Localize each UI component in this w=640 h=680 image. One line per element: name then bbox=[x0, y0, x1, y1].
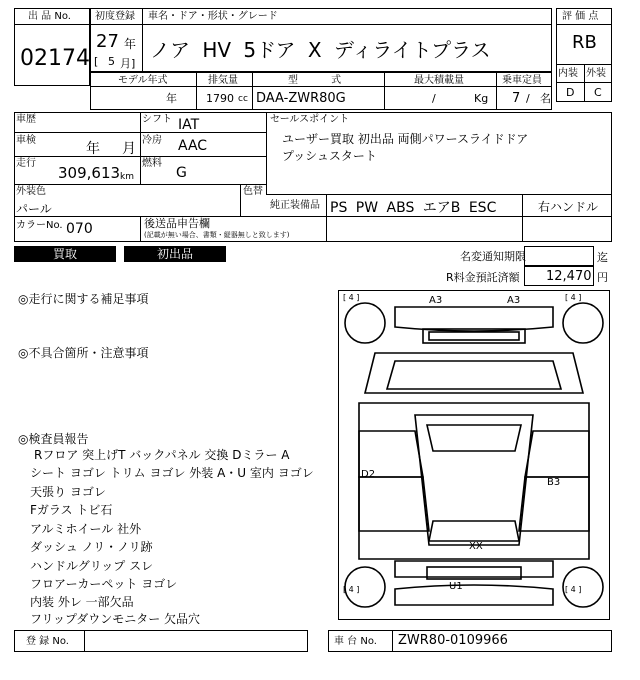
damage-mark-d2: D2 bbox=[361, 469, 376, 480]
capacity-unit: 名 bbox=[540, 92, 551, 105]
door-left-rear bbox=[359, 477, 429, 531]
buy-badge: 買取 bbox=[14, 246, 116, 262]
name-change-unit: 迄 bbox=[597, 251, 608, 264]
after-delivery-label: 後送品申告欄 bbox=[144, 217, 210, 230]
handle-value: 右ハンドル bbox=[538, 200, 599, 214]
info-row-1 bbox=[14, 132, 266, 133]
car-name: ノア HV 5ドア X ディライトプラス bbox=[150, 38, 491, 62]
inspector-line: 内装 外レ 一部欠品 bbox=[30, 595, 134, 609]
max-load-label: 最大積載量 bbox=[414, 75, 464, 86]
mileage-unit: km bbox=[120, 172, 134, 182]
lot-divider bbox=[14, 24, 90, 25]
rear-gate-shape bbox=[395, 561, 553, 577]
recycle-value: 12,470 bbox=[546, 269, 592, 284]
chassis-value: ZWR80-0109966 bbox=[398, 633, 508, 648]
tire-front-left-tread: [ 4 ] bbox=[343, 293, 360, 302]
damage-mark-a3-right: A3 bbox=[507, 295, 521, 306]
first-reg-month: 5 bbox=[108, 55, 115, 68]
chassis-divider bbox=[392, 630, 393, 652]
defects-title: ◎不具合箇所・注意事項 bbox=[18, 346, 149, 360]
ac-value: AAC bbox=[178, 138, 208, 154]
mileage-value: 309,613 bbox=[58, 164, 121, 182]
exterior-color-value: パール bbox=[16, 202, 52, 216]
reg-no-label: 登 録 No. bbox=[26, 636, 69, 647]
equipment-divider-1 bbox=[326, 194, 327, 242]
score-sub-divider bbox=[584, 64, 585, 102]
inspector-line: フリップダウンモニター 欠品穴 bbox=[30, 612, 201, 626]
first-reg-divider bbox=[142, 8, 143, 72]
damage-mark-u1: U1 bbox=[449, 581, 463, 592]
capacity-label: 乗車定員 bbox=[502, 75, 542, 86]
displacement-label: 排気量 bbox=[208, 75, 238, 86]
load-slash: / bbox=[432, 92, 436, 105]
info-row-2 bbox=[14, 156, 266, 157]
front-bumper-shape bbox=[395, 307, 553, 331]
supplement-title: ◎走行に関する補足事項 bbox=[18, 292, 149, 306]
inspection-label: 車検 bbox=[16, 135, 36, 146]
history-label: 車歴 bbox=[16, 114, 36, 125]
color-no-value: 070 bbox=[66, 221, 93, 237]
tire-front-left-shape bbox=[345, 303, 385, 343]
name-change-box bbox=[524, 246, 594, 266]
recycle-label: R料金預託済額 bbox=[446, 271, 520, 284]
fuel-value: G bbox=[176, 165, 187, 181]
damage-mark-b3: B3 bbox=[547, 477, 561, 488]
load-unit: Kg bbox=[474, 92, 489, 105]
equipment-label: 純正装備品 bbox=[270, 200, 320, 211]
equipment-value: PS PW ABS エアB ESC bbox=[330, 200, 497, 216]
door-right-front bbox=[525, 431, 589, 477]
inspector-line: ハンドルグリップ スレ bbox=[30, 559, 154, 573]
inspection-month-unit: 月 bbox=[122, 141, 136, 157]
spec-divider-4 bbox=[496, 72, 497, 110]
exterior-color-label: 外装色 bbox=[16, 186, 46, 197]
equipment-divider-2 bbox=[522, 194, 523, 242]
first-reg-month-close: 月] bbox=[120, 57, 136, 70]
capacity-value: 7 bbox=[512, 91, 521, 106]
info-row-3 bbox=[14, 184, 266, 185]
car-outline bbox=[339, 291, 609, 619]
displacement-value: 1790 bbox=[206, 92, 234, 105]
reg-no-divider bbox=[84, 630, 85, 652]
chassis-label: 車 台 No. bbox=[334, 636, 377, 647]
spec-header-line bbox=[90, 86, 552, 87]
recolor-divider bbox=[240, 184, 241, 216]
inspection-year-unit: 年 bbox=[86, 141, 100, 157]
interior-score: D bbox=[566, 86, 575, 99]
damage-mark-xx: XX bbox=[469, 541, 483, 552]
color-no-label: カラーNo. bbox=[16, 220, 63, 231]
exterior-score: C bbox=[594, 86, 602, 99]
overall-score: RB bbox=[572, 32, 597, 53]
tire-rear-right-tread: [ 4 ] bbox=[565, 585, 582, 594]
lot-number: 02174 bbox=[20, 46, 90, 71]
first-reg-month-open: [ bbox=[94, 55, 99, 68]
info-col-divider-1 bbox=[140, 112, 141, 184]
rear-window-shape bbox=[429, 521, 519, 541]
inspector-title: ◎検査員報告 bbox=[18, 432, 89, 446]
shift-label: シフト bbox=[142, 114, 172, 125]
recolor-label: 色替 bbox=[243, 186, 263, 197]
exterior-label: 外装 bbox=[586, 68, 606, 79]
tire-front-right-shape bbox=[563, 303, 603, 343]
lot-label: 出 品 No. bbox=[28, 11, 71, 22]
first-reg-year: 27 bbox=[96, 31, 119, 52]
ac-label: 冷房 bbox=[142, 135, 162, 146]
inspector-line: ダッシュ ノリ・ノリ跡 bbox=[30, 540, 153, 554]
sales-point-line-2: プッシュスタート bbox=[282, 149, 377, 163]
tire-rear-left-tread: [ 4 ] bbox=[343, 585, 360, 594]
recycle-unit: 円 bbox=[597, 271, 608, 284]
sales-point-line-1: ユーザー買取 初出品 両側パワースライドドア bbox=[282, 132, 529, 146]
inspector-line: Fガラス トビ石 bbox=[30, 503, 113, 517]
name-header-line bbox=[90, 24, 552, 25]
inspector-line: シート ヨゴレ トリム ヨゴレ 外装 A・U 室内 ヨゴレ bbox=[30, 466, 314, 480]
color-no-divider bbox=[140, 216, 141, 242]
model-year-label: モデル年式 bbox=[118, 75, 168, 86]
first-listing-badge: 初出品 bbox=[124, 246, 226, 262]
score-header-line bbox=[556, 24, 612, 25]
mileage-label: 走行 bbox=[16, 158, 36, 169]
rear-bumper-shape bbox=[395, 585, 553, 605]
capacity-slash: / bbox=[526, 92, 530, 105]
car-name-label: 車名・ドア・形状・グレード bbox=[148, 11, 278, 22]
score-label: 評 価 点 bbox=[562, 11, 599, 22]
info-row-4 bbox=[266, 194, 612, 195]
spec-divider-1 bbox=[196, 72, 197, 110]
after-delivery-note: (記載が無い場合、書類・縦器無しと致します) bbox=[144, 231, 290, 239]
info-col-divider-2 bbox=[266, 112, 267, 194]
inspector-line: アルミホイール 社外 bbox=[30, 522, 142, 536]
displacement-unit: cc bbox=[238, 94, 248, 104]
shift-value: IAT bbox=[178, 117, 200, 133]
inspector-line: Rフロア 突上げT バックパネル 交換 Dミラー A bbox=[34, 448, 290, 462]
sales-point-label: セールスポイント bbox=[270, 114, 350, 125]
model-label: 型 式 bbox=[288, 75, 342, 86]
first-reg-year-unit: 年 bbox=[124, 37, 137, 51]
fuel-label: 燃料 bbox=[142, 158, 162, 169]
spec-divider-2 bbox=[252, 72, 253, 110]
inspector-line: 天張り ヨゴレ bbox=[30, 485, 106, 499]
hood-shape bbox=[365, 353, 583, 393]
first-reg-label: 初度登録 bbox=[95, 11, 135, 22]
tire-front-right-tread: [ 4 ] bbox=[565, 293, 582, 302]
car-diagram bbox=[338, 290, 610, 620]
windshield-shape bbox=[427, 425, 521, 451]
interior-label: 内装 bbox=[558, 68, 578, 79]
spec-divider-3 bbox=[384, 72, 385, 110]
model-value: DAA-ZWR80G bbox=[256, 91, 346, 106]
name-change-label: 名変通知期限 bbox=[460, 250, 526, 263]
model-year-unit: 年 bbox=[166, 92, 177, 105]
inspector-line: フロアーカーペット ヨゴレ bbox=[30, 577, 178, 591]
damage-mark-a3-left: A3 bbox=[429, 295, 443, 306]
